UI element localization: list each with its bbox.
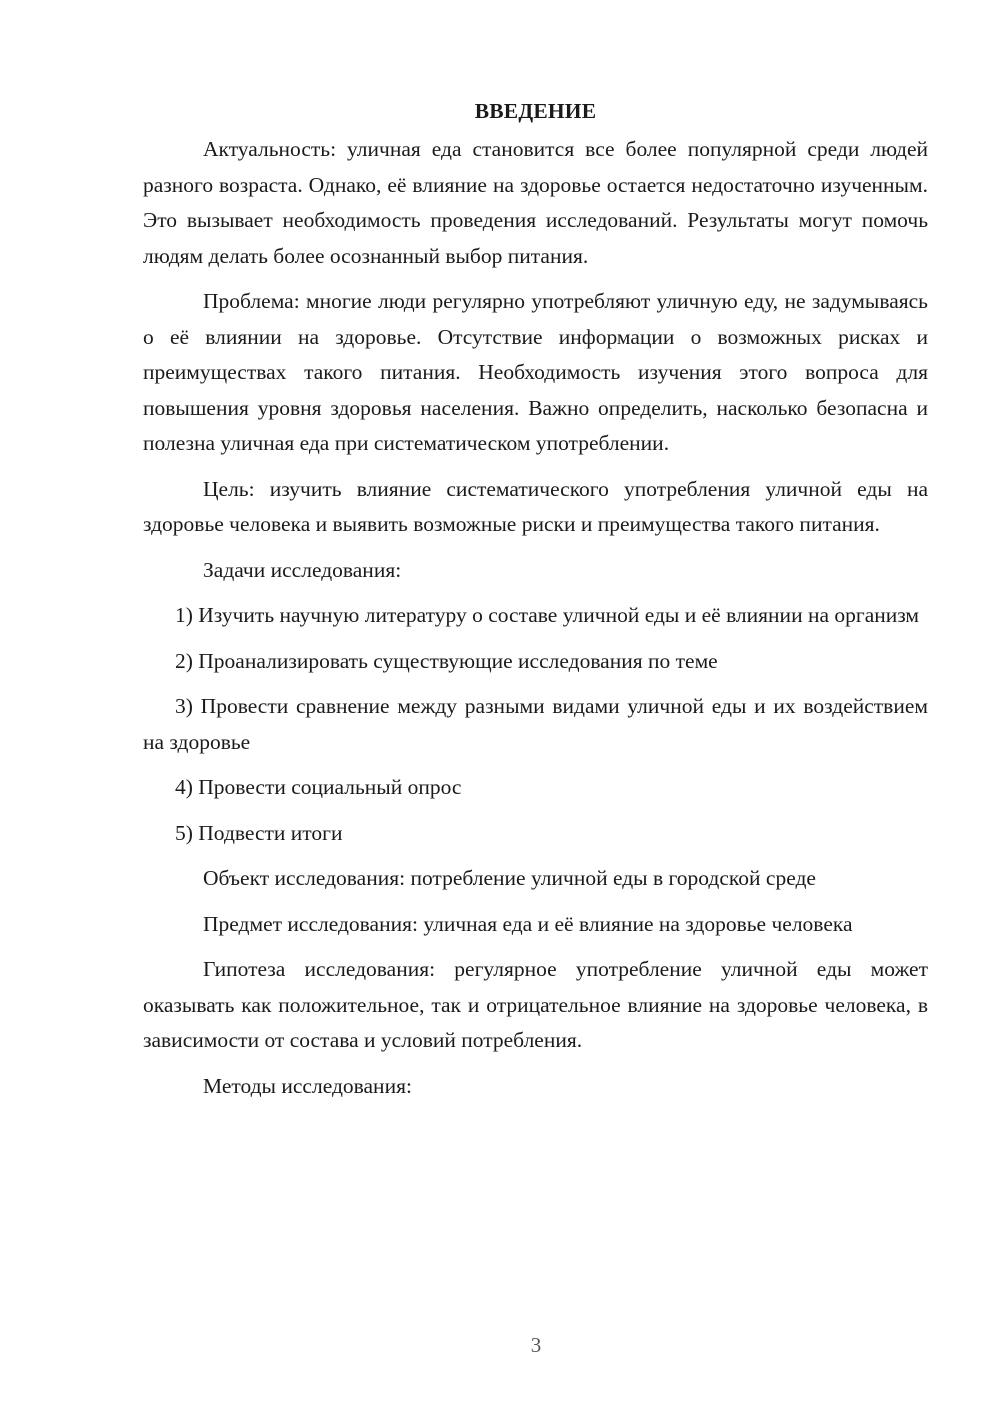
- task-item-1: 1) Изучить научную литературу о составе уличной еды и её влиянии на организм: [175, 603, 920, 627]
- task-item-5: 5) Подвести итоги: [175, 820, 343, 845]
- paragraph-hypothesis: Гипотеза исследования: регулярное употребление уличной еды может оказывать как положительное, так и отрицательное влияние на здоровье человека, в зависимости от состава и условий потребления.: [143, 957, 928, 1052]
- section-title: ВВЕДЕНИЕ: [474, 99, 597, 123]
- document-page: [143, 96, 928, 1114]
- paragraph-methods: Методы исследования:: [203, 1073, 412, 1098]
- page-number: 3: [530, 1333, 542, 1357]
- paragraph-goal: Цель: изучить влияние систематического употребления уличной еды на здоровье человека и выявить возможные риски и преимущества такого питания.: [143, 476, 928, 536]
- paragraph-object: Объект исследования: потребление уличной еды в городской среде: [203, 866, 816, 890]
- paragraph-relevance: Актуальность: уличная еда становится все более популярной среди людей разного возраста. Однако, её влияние на здоровье остается недостаточно изученным. Это вызывает необходимость проведения исследований. Результаты могут помочь людям делать более осознанный выбор питания.: [143, 137, 928, 268]
- paragraph-subject: Предмет исследования: уличная еда и её влияние на здоровье человека: [203, 911, 853, 936]
- paragraph-tasks-heading: Задачи исследования:: [203, 557, 402, 582]
- task-item-4: 4) Провести социальный опрос: [175, 775, 462, 799]
- task-item-3: 3) Провести сравнение между разными видами уличной еды и их воздействием на здоровье: [143, 694, 928, 754]
- paragraph-problem: Проблема: многие люди регулярно употребляют уличную еду, не задумываясь о её влиянии на здоровье. Отсутствие информации о возможных рисках и преимуществах такого питания. Необходимость изучения этого вопроса для повышения уровня здоровья населения. Важно определить, насколько безопасна и полезна уличная еда при систематическом употреблении.: [143, 289, 928, 455]
- task-item-2: 2) Проанализировать существующие исследования по теме: [175, 648, 718, 673]
